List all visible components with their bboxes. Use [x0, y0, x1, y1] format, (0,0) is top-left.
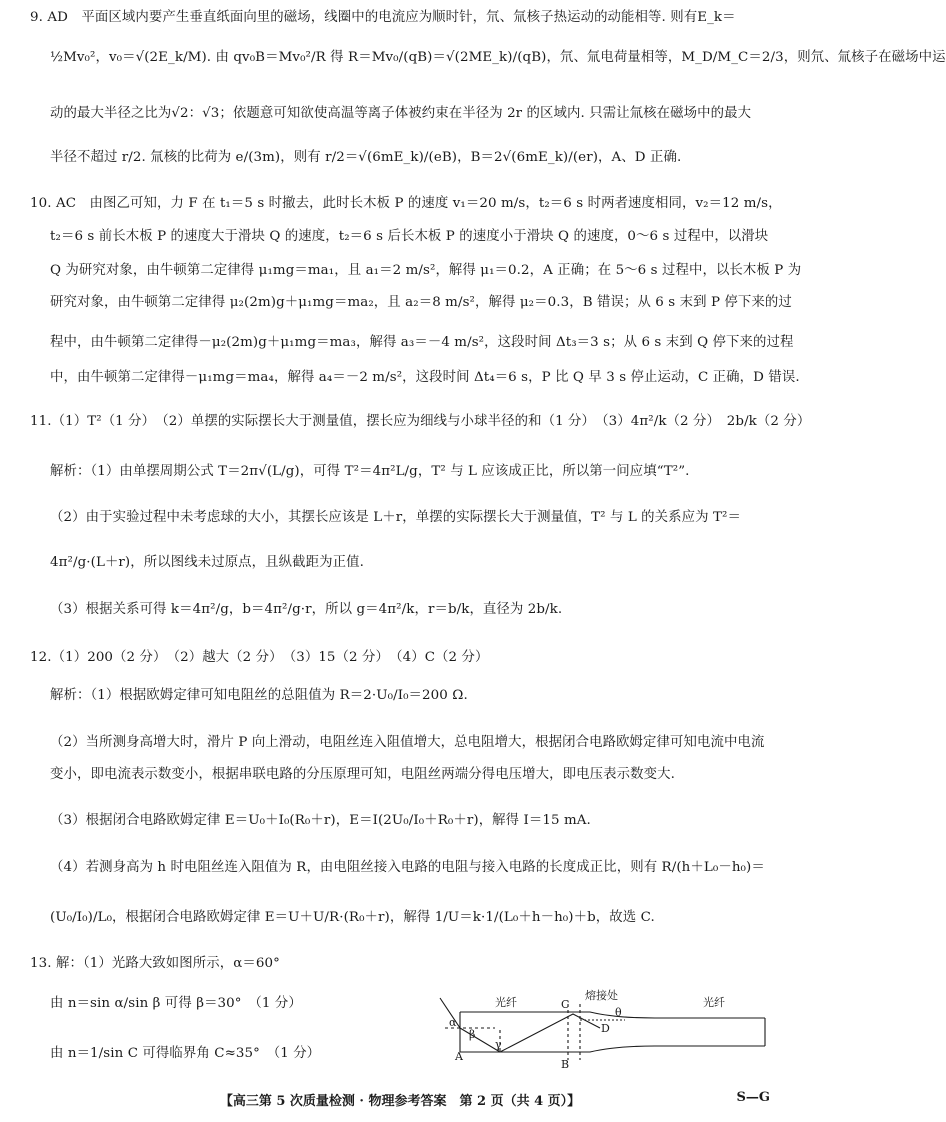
label-D: D [601, 1022, 610, 1035]
footer-code: S—G [736, 1090, 770, 1105]
label-C: C [561, 998, 570, 1011]
q11-analysis-1: 解析：（1）由单摆周期公式 T＝2π√(L/g)，可得 T²＝4π²L/g，T² 与 L 应该成正比，所以第一问应填“T²”. [50, 464, 690, 479]
q10-line-2: t₂＝6 s 前长木板 P 的速度大于滑块 Q 的速度，t₂＝6 s 后长木板 P 的速度小于滑块 Q 的速度，0～6 s 过程中，以滑块 [50, 229, 769, 244]
q12-answer: 12.（1）200（2 分） （2）越大（2 分） （3）15（2 分） （4）C（2 分） [30, 650, 489, 665]
label-beta: β [469, 1028, 476, 1041]
q11-answer: 11.（1）T²（1 分） （2）单摆的实际摆长大于测量值，摆长应为细线与小球半径的和（1 分） （3）4π²/k（2 分） 2b/k（2 分） [30, 414, 811, 429]
q12-analysis-3: 变小，即电流表示数变小，根据串联电路的分压原理可知，电阻丝两端分得电压增大，即电压表示数变大. [50, 767, 675, 782]
page-footer: 【高三第 5 次质量检测 · 物理参考答案 第 2 页（共 4 页）】 [219, 1094, 581, 1109]
q12-analysis-4: （3）根据闭合电路欧姆定律 E＝U₀＋I₀(R₀＋r)，E＝I(2U₀/I₀＋R₀＋r)，解得 I＝15 mA. [50, 813, 591, 828]
optical-fiber-diagram [435, 990, 775, 1080]
q10-line-5: 程中，由牛顿第二定律得－μ₂(2m)g＋μ₁mg＝ma₃，解得 a₃＝－4 m/s²，这段时间 Δt₃＝3 s；从 6 s 末到 Q 停下来的过程 [50, 335, 794, 350]
label-alpha: α [449, 1016, 457, 1029]
q13-step-2: 由 n＝1/sin C 可得临界角 C≈35° （1 分） [50, 1046, 321, 1061]
q9-line-1: 9. AD 平面区域内要产生垂直纸面向里的磁场，线圈中的电流应为顺时针，氘、氚核子热运动的动能相等. 则有E_k＝ [30, 10, 736, 25]
q12-analysis-5: （4）若测身高为 h 时电阻丝连入阻值为 R，由电阻丝接入电路的电阻与接入电路的长度成正比，则有 R/(h＋L₀－h₀)＝ [50, 860, 765, 875]
q12-analysis-1: 解析：（1）根据欧姆定律可知电阻丝的总阻值为 R＝2·U₀/I₀＝200 Ω. [50, 688, 468, 703]
q13-intro: 13. 解：（1）光路大致如图所示，α＝60° [30, 956, 280, 971]
fiber-right-bottom-edge [575, 1046, 765, 1052]
label-A: A [455, 1050, 463, 1063]
label-fiber-left: 光纤 [495, 996, 517, 1009]
label-B: B [561, 1058, 570, 1071]
q9-line-3: 动的最大半径之比为√2：√3；依题意可知欲使高温等离子体被约束在半径为 2r 的区域内. 只需让氚核在磁场中的最大 [50, 106, 752, 121]
fiber-right-top-edge [575, 1012, 765, 1018]
q10-line-6: 中，由牛顿第二定律得－μ₁mg＝ma₄，解得 a₄＝－2 m/s²，这段时间 Δt₄＝6 s，P 比 Q 早 3 s 停止运动，C 正确，D 错误. [50, 370, 800, 385]
q12-analysis-6: (U₀/I₀)/L₀，根据闭合电路欧姆定律 E＝U＋U/R·(R₀＋r)，解得 1/U＝k·1/(L₀＋h－h₀)＋b，故选 C. [50, 910, 655, 925]
label-fiber-right: 光纤 [703, 996, 725, 1009]
q9-line-2: ½Mv₀²，v₀＝√(2E_k/M). 由 qv₀B＝Mv₀²/R 得 R＝Mv₀/(qB)＝√(2ME_k)/(qB)，氘、氚电荷量相等，M_D/M_C＝2/3，则氘、氚核子在磁场中运 [50, 50, 946, 65]
q11-analysis-2: （2）由于实验过程中未考虑球的大小，其摆长应该是 L＋r，单摆的实际摆长大于测量值，T² 与 L 的关系应为 T²＝ [50, 510, 741, 525]
q11-analysis-4: （3）根据关系可得 k＝4π²/g，b＝4π²/g·r，所以 g＝4π²/k，r＝b/k，直径为 2b/k. [50, 602, 563, 617]
q10-line-1: 10. AC 由图乙可知，力 F 在 t₁＝5 s 时撤去，此时长木板 P 的速度 v₁＝20 m/s，t₂＝6 s 时两者速度相同，v₂＝12 m/s， [30, 196, 782, 211]
q9-line-4: 半径不超过 r/2. 氚核的比荷为 e/(3m)，则有 r/2＝√(6mE_k)/(eB)，B＝2√(6mE_k)/(er)，A、D 正确. [50, 150, 682, 165]
q10-line-4: 研究对象，由牛顿第二定律得 μ₂(2m)g＋μ₁mg＝ma₂，且 a₂＝8 m/s²，解得 μ₂＝0.3，B 错误；从 6 s 末到 P 停下来的过 [50, 295, 792, 310]
label-splice: 熔接处 [585, 989, 618, 1002]
q10-line-3: Q 为研究对象，由牛顿第二定律得 μ₁mg＝ma₁，且 a₁＝2 m/s²，解得 μ₁＝0.2，A 正确；在 5～6 s 过程中，以长木板 P 为 [50, 263, 802, 278]
refracted-ray [460, 1014, 600, 1052]
q12-analysis-2: （2）当所测身高增大时，滑片 P 向上滑动，电阻丝连入阻值增大，总电阻增大，根据闭合电路欧姆定律可知电流中电流 [50, 735, 765, 750]
q11-analysis-3: 4π²/g·(L＋r)，所以图线未过原点，且纵截距为正值. [50, 555, 364, 570]
label-gamma: γ [495, 1038, 502, 1051]
q13-step-1: 由 n＝sin α/sin β 可得 β＝30° （1 分） [50, 996, 302, 1011]
label-theta: θ [615, 1006, 622, 1019]
